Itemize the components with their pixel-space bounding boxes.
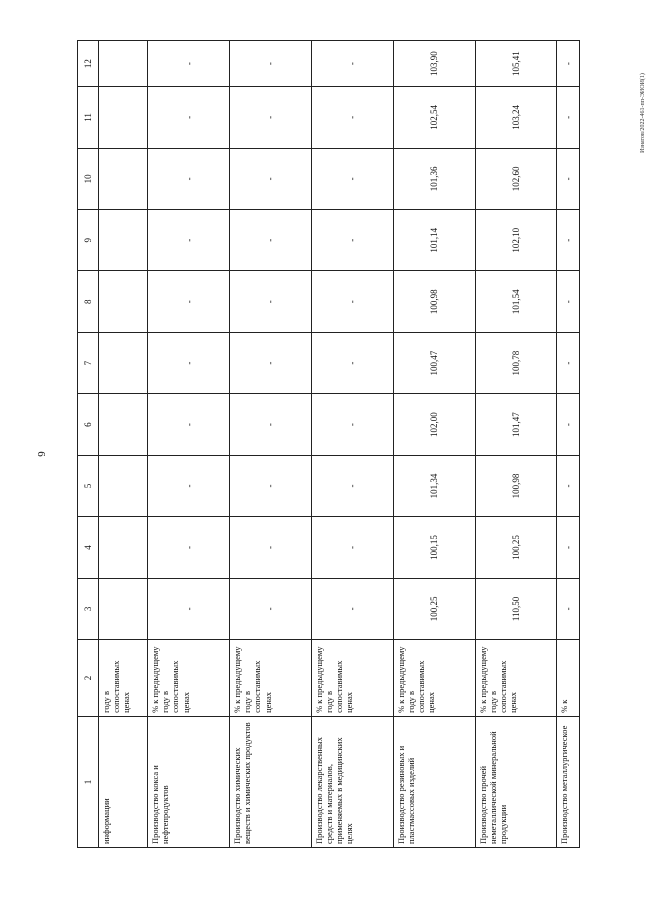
value-cell xyxy=(99,517,148,578)
value-cell: 102,60 xyxy=(475,148,557,209)
value-cell: - xyxy=(229,210,311,271)
value-cell: - xyxy=(557,87,580,148)
value-cell: 101,14 xyxy=(393,210,475,271)
value-cell: 100,78 xyxy=(475,332,557,393)
table-row xyxy=(148,41,230,848)
table-row xyxy=(99,41,148,848)
table-row xyxy=(311,41,393,848)
value-cell: - xyxy=(311,87,393,148)
value-cell xyxy=(99,148,148,209)
document-code: Изнатов/2022-461-пп-ЭИОИ(1) xyxy=(639,73,646,153)
value-cell: 101,34 xyxy=(393,455,475,516)
column-header: 1 xyxy=(78,716,99,847)
column-header: 6 xyxy=(78,394,99,455)
indicator-name: Производство металлургическое xyxy=(557,716,580,847)
value-cell: 101,47 xyxy=(475,394,557,455)
column-header: 10 xyxy=(78,148,99,209)
value-cell: - xyxy=(148,517,230,578)
value-cell: - xyxy=(148,271,230,332)
value-cell: - xyxy=(148,148,230,209)
value-cell: 100,15 xyxy=(393,517,475,578)
indicator-name: Производство лекарственных средств и материалов, применяемых в медицинских целях xyxy=(311,716,393,847)
value-cell xyxy=(99,578,148,639)
forecast-table xyxy=(77,40,580,848)
column-header: 2 xyxy=(78,640,99,717)
column-header: 8 xyxy=(78,271,99,332)
header-row xyxy=(78,41,99,848)
value-cell xyxy=(99,455,148,516)
value-cell: - xyxy=(557,578,580,639)
unit-cell: % к предыдущему году в сопоставимых ценах xyxy=(393,640,475,717)
value-cell: - xyxy=(148,332,230,393)
value-cell: - xyxy=(229,517,311,578)
value-cell xyxy=(99,332,148,393)
value-cell: 100,98 xyxy=(475,455,557,516)
column-header: 4 xyxy=(78,517,99,578)
value-cell: - xyxy=(311,394,393,455)
value-cell: 101,36 xyxy=(393,148,475,209)
value-cell: - xyxy=(311,210,393,271)
value-cell: - xyxy=(148,210,230,271)
unit-cell: % к предыдущему году в сопоставимых ценах xyxy=(229,640,311,717)
value-cell: - xyxy=(229,148,311,209)
table-body xyxy=(99,41,580,848)
column-header: 11 xyxy=(78,87,99,148)
value-cell: - xyxy=(557,455,580,516)
unit-cell: % к предыдущему году в сопоставимых ценах xyxy=(475,640,557,717)
value-cell: - xyxy=(311,271,393,332)
value-cell: - xyxy=(148,455,230,516)
table-container xyxy=(77,40,580,848)
value-cell: - xyxy=(229,578,311,639)
page-number: 6 xyxy=(34,451,47,457)
table-row xyxy=(229,41,311,848)
unit-cell: % к xyxy=(557,640,580,717)
table-row xyxy=(475,41,557,848)
value-cell: 100,98 xyxy=(393,271,475,332)
value-cell xyxy=(99,394,148,455)
value-cell xyxy=(99,41,148,87)
value-cell: - xyxy=(557,517,580,578)
value-cell: - xyxy=(311,517,393,578)
value-cell: - xyxy=(557,41,580,87)
value-cell: - xyxy=(311,578,393,639)
value-cell: - xyxy=(148,41,230,87)
value-cell: 105,41 xyxy=(475,41,557,87)
column-header: 9 xyxy=(78,210,99,271)
value-cell: 100,47 xyxy=(393,332,475,393)
column-header: 7 xyxy=(78,332,99,393)
indicator-name: Производство кокса и нефтепродуктов xyxy=(148,716,230,847)
value-cell: 100,25 xyxy=(475,517,557,578)
value-cell: - xyxy=(148,87,230,148)
value-cell: - xyxy=(229,41,311,87)
value-cell: - xyxy=(229,455,311,516)
value-cell: - xyxy=(311,148,393,209)
value-cell: - xyxy=(311,455,393,516)
value-cell: - xyxy=(311,41,393,87)
unit-cell: % к предыдущему году в сопоставимых ценах xyxy=(148,640,230,717)
value-cell: 102,00 xyxy=(393,394,475,455)
value-cell: - xyxy=(229,87,311,148)
value-cell: 102,54 xyxy=(393,87,475,148)
table-row xyxy=(393,41,475,848)
value-cell: - xyxy=(311,332,393,393)
indicator-name: Производство химических веществ и химических продуктов xyxy=(229,716,311,847)
column-header: 3 xyxy=(78,578,99,639)
value-cell: 102,10 xyxy=(475,210,557,271)
value-cell xyxy=(99,87,148,148)
value-cell: 110,50 xyxy=(475,578,557,639)
value-cell: - xyxy=(148,394,230,455)
value-cell xyxy=(99,210,148,271)
value-cell: - xyxy=(229,332,311,393)
value-cell: 103,90 xyxy=(393,41,475,87)
column-header: 5 xyxy=(78,455,99,516)
value-cell: - xyxy=(557,271,580,332)
unit-cell: году в сопоставимых ценах xyxy=(99,640,148,717)
table-row xyxy=(557,41,580,848)
value-cell: 103,24 xyxy=(475,87,557,148)
value-cell xyxy=(99,271,148,332)
indicator-name: Производство прочей неметаллической минеральной продукции xyxy=(475,716,557,847)
value-cell: 101,54 xyxy=(475,271,557,332)
value-cell: - xyxy=(557,332,580,393)
value-cell: - xyxy=(229,394,311,455)
value-cell: - xyxy=(557,148,580,209)
value-cell: 100,25 xyxy=(393,578,475,639)
indicator-name: Производство резиновых и пластмассовых изделий xyxy=(393,716,475,847)
value-cell: - xyxy=(229,271,311,332)
indicator-name: информации xyxy=(99,716,148,847)
unit-cell: % к предыдущему году в сопоставимых ценах xyxy=(311,640,393,717)
value-cell: - xyxy=(557,210,580,271)
value-cell: - xyxy=(557,394,580,455)
column-header: 12 xyxy=(78,41,99,87)
rotated-table-wrapper xyxy=(77,40,580,848)
value-cell: - xyxy=(148,578,230,639)
